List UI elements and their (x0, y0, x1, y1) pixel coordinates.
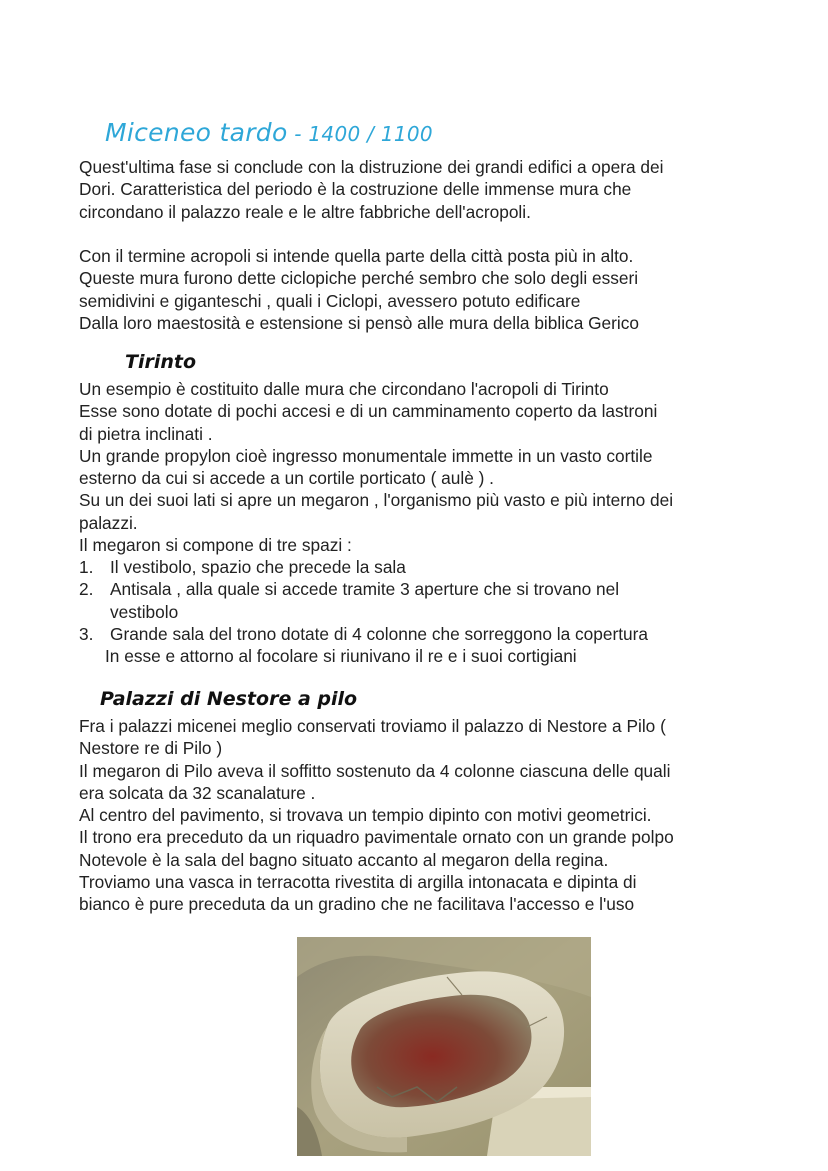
list-item-text: Il vestibolo, spazio che precede la sala (110, 557, 406, 577)
heading-tirinto: Tirinto (125, 351, 197, 373)
text-line: Troviamo una vasca in terracotta rivestita di argilla intonacata e dipinta di (79, 872, 637, 893)
tirinto-paragraph (79, 378, 673, 556)
list-item-text: vestibolo (110, 601, 179, 622)
text-line: esterno da cui si accede a un cortile porticato ( aulè ) . (79, 468, 494, 489)
text-line: Un grande propylon cioè ingresso monumentale immette in un vasto cortile (79, 445, 653, 466)
text-line: di pietra inclinati . (79, 423, 213, 444)
text-line: Con il termine acropoli si intende quella parte della città posta più in alto. (79, 246, 634, 266)
nestore-paragraph (79, 715, 674, 916)
intro-paragraph (79, 156, 663, 223)
text-line: Dalla loro maestosità e estensione si pensò alle mura della biblica Gerico (79, 312, 640, 333)
text-line: Fra i palazzi micenei meglio conservati troviamo il palazzo di Nestore a Pilo ( (79, 716, 666, 736)
text-line: Queste mura furono dette ciclopiche perché sembro che solo degli esseri (79, 268, 639, 289)
heading-palazzi-nestore: Palazzi di Nestore a pilo (100, 688, 358, 710)
bathtub-photo (297, 937, 591, 1156)
text-line: Quest'ultima fase si conclude con la distruzione dei grandi edifici a opera dei (79, 157, 664, 177)
list-item-text: Antisala , alla quale si accede tramite 3 aperture che si trovano nel (110, 579, 620, 600)
list-item (79, 623, 648, 645)
list-item (79, 578, 648, 623)
section-title-miceneo-tardo (105, 118, 433, 147)
text-line: Nestore re di Pilo ) (79, 738, 223, 759)
text-line: bianco è pure preceduta da un gradino che ne facilitava l'accesso e l'uso (79, 894, 635, 915)
megaron-spaces-list (79, 556, 648, 667)
text-line: Esse sono dotate di pochi accesi e di un camminamento coperto da lastroni (79, 401, 658, 422)
text-line: Un esempio è costituito dalle mura che circondano l'acropoli di Tirinto (79, 379, 609, 399)
text-line: Al centro del pavimento, si trovava un tempio dipinto con motivi geometrici. (79, 805, 652, 826)
title-text: Miceneo tardo (105, 118, 288, 147)
title-dates: - 1400 / 1100 (287, 122, 433, 146)
text-line: circondano il palazzo reale e le altre fabbriche dell'acropoli. (79, 201, 531, 222)
list-number: 3. (79, 623, 94, 644)
list-item-text: Grande sala del trono dotate di 4 colonne che sorreggono la copertura (110, 623, 648, 644)
text-line: semidivini e giganteschi , quali i Ciclopi, avessero potuto edificare (79, 290, 581, 311)
acropoli-paragraph (79, 245, 639, 334)
text-line: Su un dei suoi lati si apre un megaron , l'organismo più vasto e più interno dei (79, 490, 674, 511)
text-line: Il trono era preceduto da un riquadro pavimentale ornato con un grande polpo (79, 827, 674, 848)
list-number: 2. (79, 579, 94, 600)
text-line: era solcata da 32 scanalature . (79, 782, 316, 803)
list-number: 1. (79, 557, 94, 577)
list-item (79, 556, 648, 578)
text-line: Dori. Caratteristica del periodo è la costruzione delle immense mura che (79, 179, 632, 200)
text-line: palazzi. (79, 512, 138, 533)
text-line: Il megaron si compone di tre spazi : (79, 535, 352, 556)
list-continuation: In esse e attorno al focolare si riunivano il re e i suoi cortigiani (105, 646, 577, 667)
text-line: Notevole è la sala del bagno situato accanto al megaron della regina. (79, 849, 609, 870)
text-line: Il megaron di Pilo aveva il soffitto sostenuto da 4 colonne ciascuna delle quali (79, 760, 671, 781)
